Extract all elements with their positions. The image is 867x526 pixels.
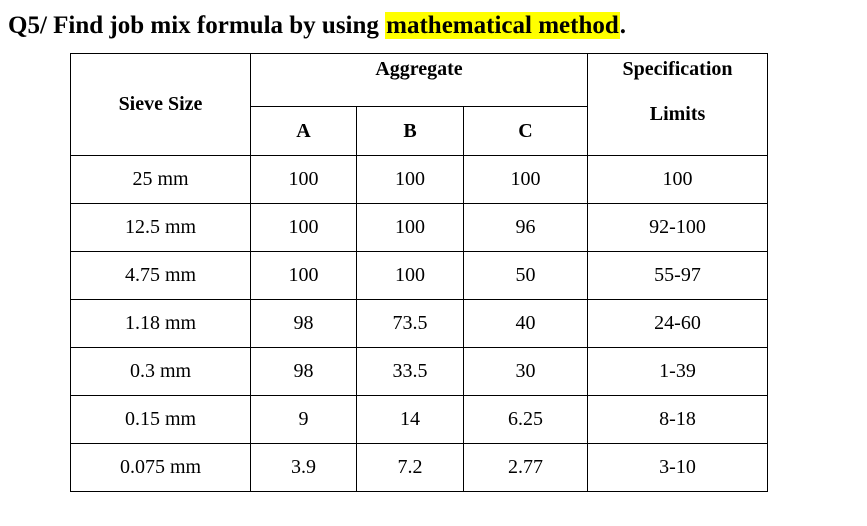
cell-c: 96: [464, 204, 588, 252]
cell-a: 3.9: [251, 444, 357, 492]
cell-c: 6.25: [464, 396, 588, 444]
cell-c: 30: [464, 348, 588, 396]
cell-sieve: 1.18 mm: [71, 300, 251, 348]
title-highlight: mathematical method: [386, 12, 619, 39]
cell-b: 100: [357, 204, 464, 252]
gradation-table: [70, 53, 768, 492]
cell-spec: 24-60: [588, 300, 768, 348]
cell-a: 98: [251, 300, 357, 348]
cell-sieve: 12.5 mm: [71, 204, 251, 252]
header-aggregate: Aggregate: [251, 54, 588, 107]
table-row: [71, 396, 768, 444]
header-spec-line2: Limits: [649, 103, 706, 125]
cell-b: 100: [357, 156, 464, 204]
cell-spec: 1-39: [588, 348, 768, 396]
header-aggregate-b: B: [357, 107, 464, 156]
table-row: [71, 348, 768, 396]
cell-b: 33.5: [357, 348, 464, 396]
cell-c: 50: [464, 252, 588, 300]
table-row: [71, 444, 768, 492]
cell-sieve: 0.15 mm: [71, 396, 251, 444]
cell-c: 100: [464, 156, 588, 204]
cell-sieve: 0.3 mm: [71, 348, 251, 396]
cell-sieve: 4.75 mm: [71, 252, 251, 300]
cell-b: 14: [357, 396, 464, 444]
cell-a: 100: [251, 156, 357, 204]
cell-spec: 3-10: [588, 444, 768, 492]
title-suffix: .: [619, 12, 626, 39]
cell-spec: 92-100: [588, 204, 768, 252]
header-row-top: [71, 54, 768, 107]
cell-a: 100: [251, 252, 357, 300]
cell-a: 100: [251, 204, 357, 252]
cell-c: 2.77: [464, 444, 588, 492]
cell-b: 73.5: [357, 300, 464, 348]
table-row: [71, 156, 768, 204]
cell-spec: 100: [588, 156, 768, 204]
header-specification-limits: [588, 54, 768, 156]
question-title: [8, 6, 626, 46]
cell-b: 100: [357, 252, 464, 300]
cell-a: 98: [251, 348, 357, 396]
header-spec-line1: Specification: [622, 58, 733, 80]
cell-sieve: 25 mm: [71, 156, 251, 204]
header-aggregate-c: C: [464, 107, 588, 156]
table-row: [71, 204, 768, 252]
cell-spec: 55-97: [588, 252, 768, 300]
title-prefix: Q5/ Find job mix formula by using: [8, 12, 386, 39]
header-aggregate-a: A: [251, 107, 357, 156]
cell-a: 9: [251, 396, 357, 444]
cell-spec: 8-18: [588, 396, 768, 444]
header-sieve-size: Sieve Size: [71, 54, 251, 156]
table-row: [71, 252, 768, 300]
cell-sieve: 0.075 mm: [71, 444, 251, 492]
cell-b: 7.2: [357, 444, 464, 492]
table-row: [71, 300, 768, 348]
cell-c: 40: [464, 300, 588, 348]
